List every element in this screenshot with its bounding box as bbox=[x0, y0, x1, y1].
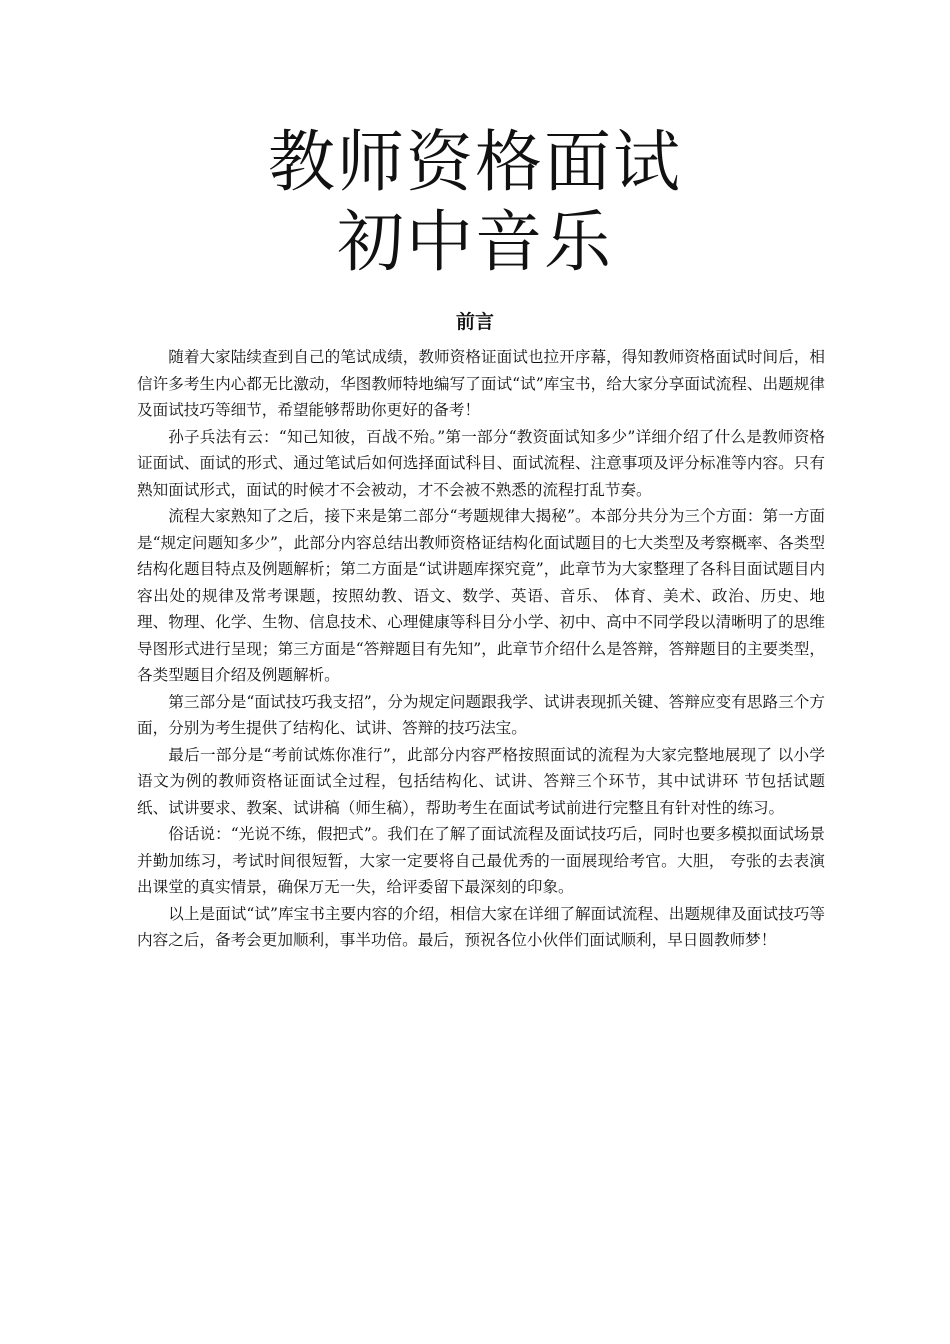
preface-paragraph-1: 随着大家陆续查到自己的笔试成绩，教师资格证面试也拉开序幕，得知教师资格面试时间后，相信许多考生内心都无比激动，华图教师特地编写了面试“试”库宝书，给大家分享面试流程、出题规律及面试技巧等细节，希望能够帮助你更好的备考！ bbox=[137, 348, 825, 419]
preface-paragraph-7: 以上是面试“试”库宝书主要内容的介绍，相信大家在详细了解面试流程、出题规律及面试技巧等内容之后，备考会更加顺利，事半功倍。最后，预祝各位小伙伴们面试顺利，早日圆教师梦！ bbox=[137, 904, 825, 949]
preface-paragraph-2: 孙子兵法有云：“知己知彼，百战不殆。”第一部分“教资面试知多少”详细介绍了什么是教师资格证面试、面试的形式、通过笔试后如何选择面试科目、面试流程、注意事项及评分标准等内容。只有熟知面试形式，面试的时候才不会被动，才不会被不熟悉的流程打乱节奏。 bbox=[137, 427, 825, 499]
document-title-line-2: 初中音乐 bbox=[337, 203, 613, 281]
preface-heading: 前言 bbox=[455, 311, 494, 333]
preface-paragraph-5: 最后一部分是“考前试炼你准行”，此部分内容严格按照面试的流程为大家完整地展现了 以小学语文为例的教师资格证面试全过程，包括结构化、试讲、答辩三个环节，其中试讲环 节包括试题纸、试讲要求、教案、试讲稿（师生稿），帮助考生在面试考试前进行完整且有针对性的练习。 bbox=[137, 745, 825, 817]
preface-paragraph-4: 第三部分是“面试技巧我支招”，分为规定问题跟我学、试讲表现抓关键、答辩应变有思路三个方面，分别为考生提供了结构化、试讲、答辩的技巧法宝。 bbox=[137, 692, 825, 737]
title-block bbox=[0, 122, 950, 282]
preface-paragraph-6: 俗话说：“光说不练，假把式”。我们在了解了面试流程及面试技巧后，同时也要多模拟面试场景并勤加练习，考试时间很短暂，大家一定要将自己最优秀的一面展现给考官。大胆， 夸张的去表演出课堂的真实情景，确保万无一失，给评委留下最深刻的印象。 bbox=[137, 825, 825, 896]
preface-paragraph-3: 流程大家熟知了之后，接下来是第二部分“考题规律大揭秘”。本部分共分为三个方面：第一方面是“规定问题知多少”，此部分内容总结出教师资格证结构化面试题目的七大类型及考察概率、各类型结构化题目特点及例题解析；第二方面是“试讲题库探究竟”，此章节为大家整理了各科目面试题目内容出处的规律及常考课题，按照幼教、语文、数学、英语、音乐、 体育、美术、政治、历史、地理、物理、化学、生物、信息技术、心理健康等科目分小学、初中、高中不同学段以清晰明了的思维导图形式进行呈现；第三方面是“答辩题目有先知”，此章节介绍什么是答辩，答辩题目的主要类型，各类型题目介绍及例题解析。 bbox=[137, 507, 825, 684]
document-title-line-1: 教师资格面试 bbox=[268, 123, 682, 201]
preface-body bbox=[137, 344, 825, 954]
